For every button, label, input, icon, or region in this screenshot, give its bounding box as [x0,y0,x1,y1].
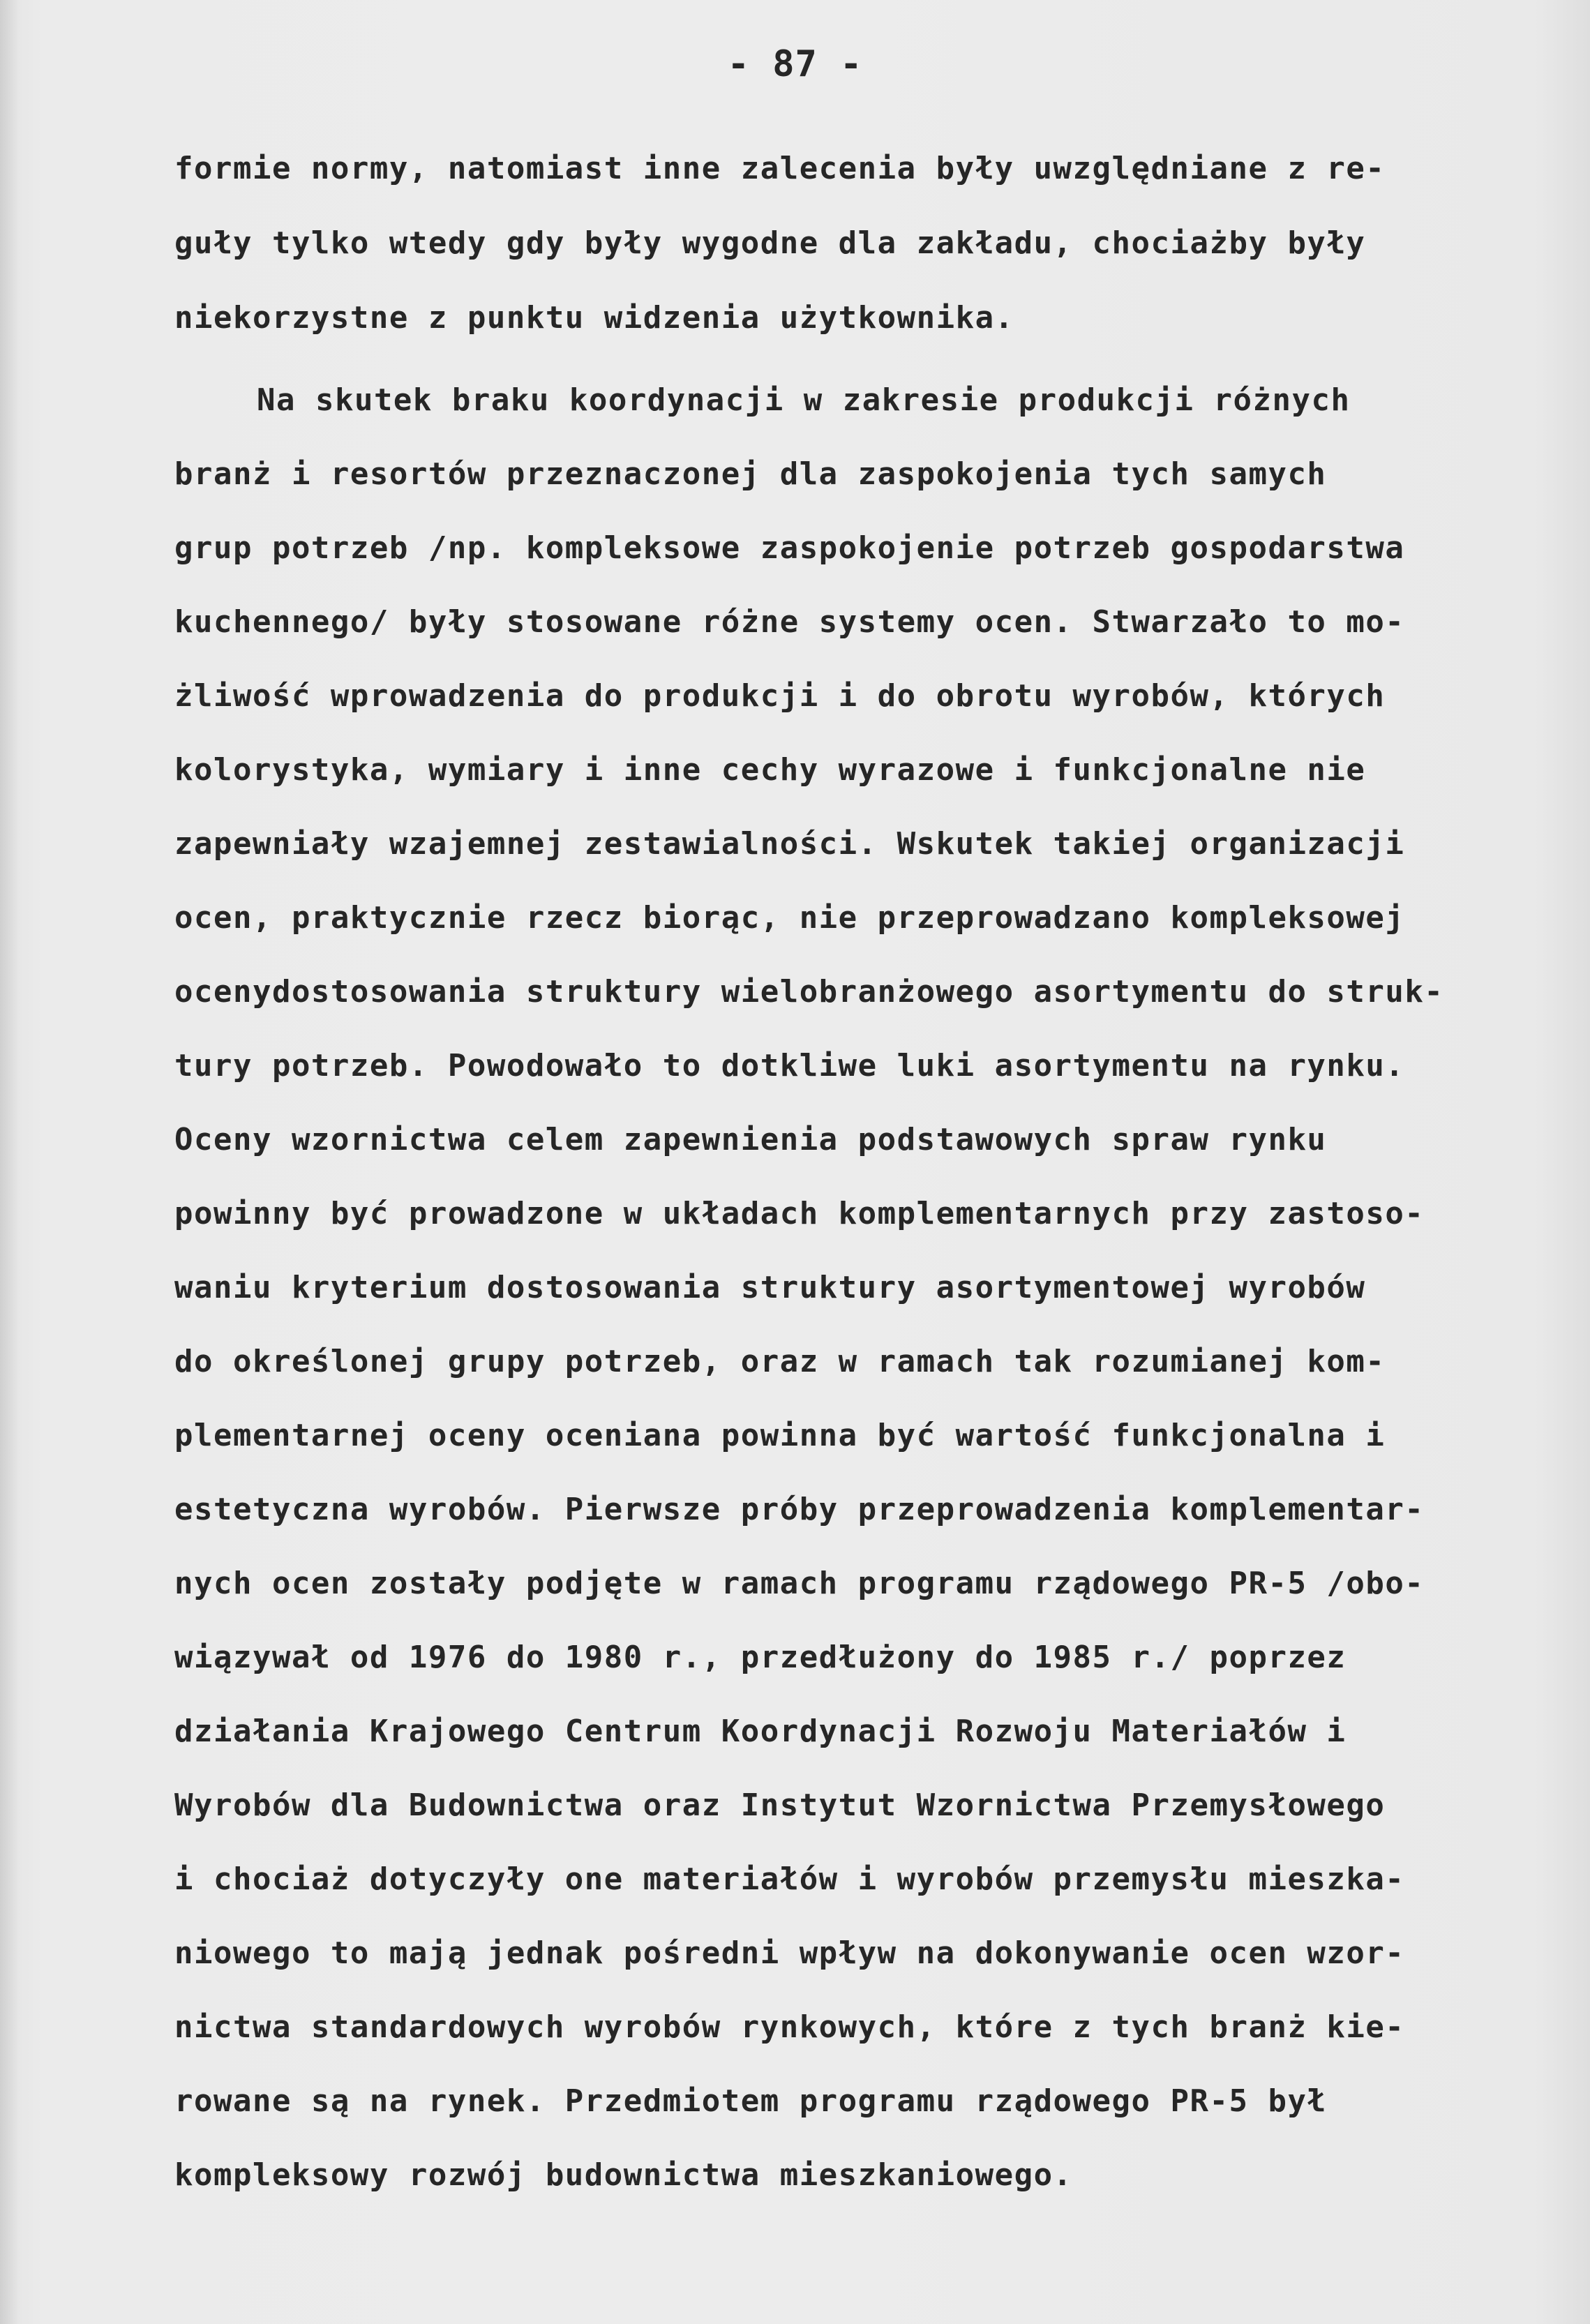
text-line: kuchennego/ były stosowane różne systemy ocen. Stwarzało to mo- [174,604,1405,640]
text-line: tury potrzeb. Powodowało to dotkliwe luki asortymentu na rynku. [174,1048,1405,1084]
text-line: plementarnej oceny oceniana powinna być wartość funkcjonalna i [174,1418,1386,1453]
text-line: zapewniały wzajemnej zestawialności. Wskutek takiej organizacji [174,826,1405,862]
text-line: żliwość wprowadzenia do produkcji i do obrotu wyrobów, których [174,678,1386,714]
text-line: powinny być prowadzone w układach komplementarnych przy zastoso- [174,1196,1425,1231]
text-line: nictwa standardowych wyrobów rynkowych, które z tych branż kie- [174,2009,1405,2045]
text-line: Oceny wzornictwa celem zapewnienia podstawowych spraw rynku [174,1122,1327,1157]
text-line: wiązywał od 1976 do 1980 r., przedłużony do 1985 r./ poprzez [174,1640,1347,1675]
text-line: działania Krajowego Centrum Koordynacji Rozwoju Materiałów i [174,1714,1347,1749]
text-line: nych ocen zostały podjęte w ramach programu rządowego PR-5 /obo- [174,1566,1425,1601]
text-line: niowego to mają jednak pośredni wpływ na dokonywanie ocen wzor- [174,1935,1405,1971]
text-line: kolorystyka, wymiary i inne cechy wyrazowe i funkcjonalne nie [174,752,1366,788]
text-line: formie normy, natomiast inne zalecenia były uwzględniane z re- [174,151,1386,186]
text-line: kompleksowy rozwój budownictwa mieszkaniowego. [174,2157,1073,2193]
text-line: niekorzystne z punktu widzenia użytkownika. [174,300,1014,336]
page-number: - 87 - [727,43,863,85]
text-line: estetyczna wyrobów. Pierwsze próby przeprowadzenia komplementar- [174,1492,1425,1527]
text-line: i chociaż dotyczyły one materiałów i wyrobów przemysłu mieszka- [174,1861,1405,1897]
text-line: rowane są na rynek. Przedmiotem programu rządowego PR-5 był [174,2083,1327,2119]
paragraph-first-line: Na skutek braku koordynacji w zakresie produkcji różnych [257,382,1351,418]
text-line: ocen, praktycznie rzecz biorąc, nie przeprowadzano kompleksowej [174,900,1405,936]
text-line: branż i resortów przeznaczonej dla zaspokojenia tych samych [174,456,1327,492]
text-line: do określonej grupy potrzeb, oraz w ramach tak rozumianej kom- [174,1344,1386,1379]
text-line: guły tylko wtedy gdy były wygodne dla zakładu, chociażby były [174,225,1366,261]
text-line: Wyrobów dla Budownictwa oraz Instytut Wzornictwa Przemysłowego [174,1787,1386,1823]
text-line: grup potrzeb /np. kompleksowe zaspokojenie potrzeb gospodarstwa [174,530,1405,566]
text-line: ocenydostosowania struktury wielobranżowego asortymentu do struk- [174,974,1444,1010]
text-line: waniu kryterium dostosowania struktury asortymentowej wyrobów [174,1270,1366,1305]
